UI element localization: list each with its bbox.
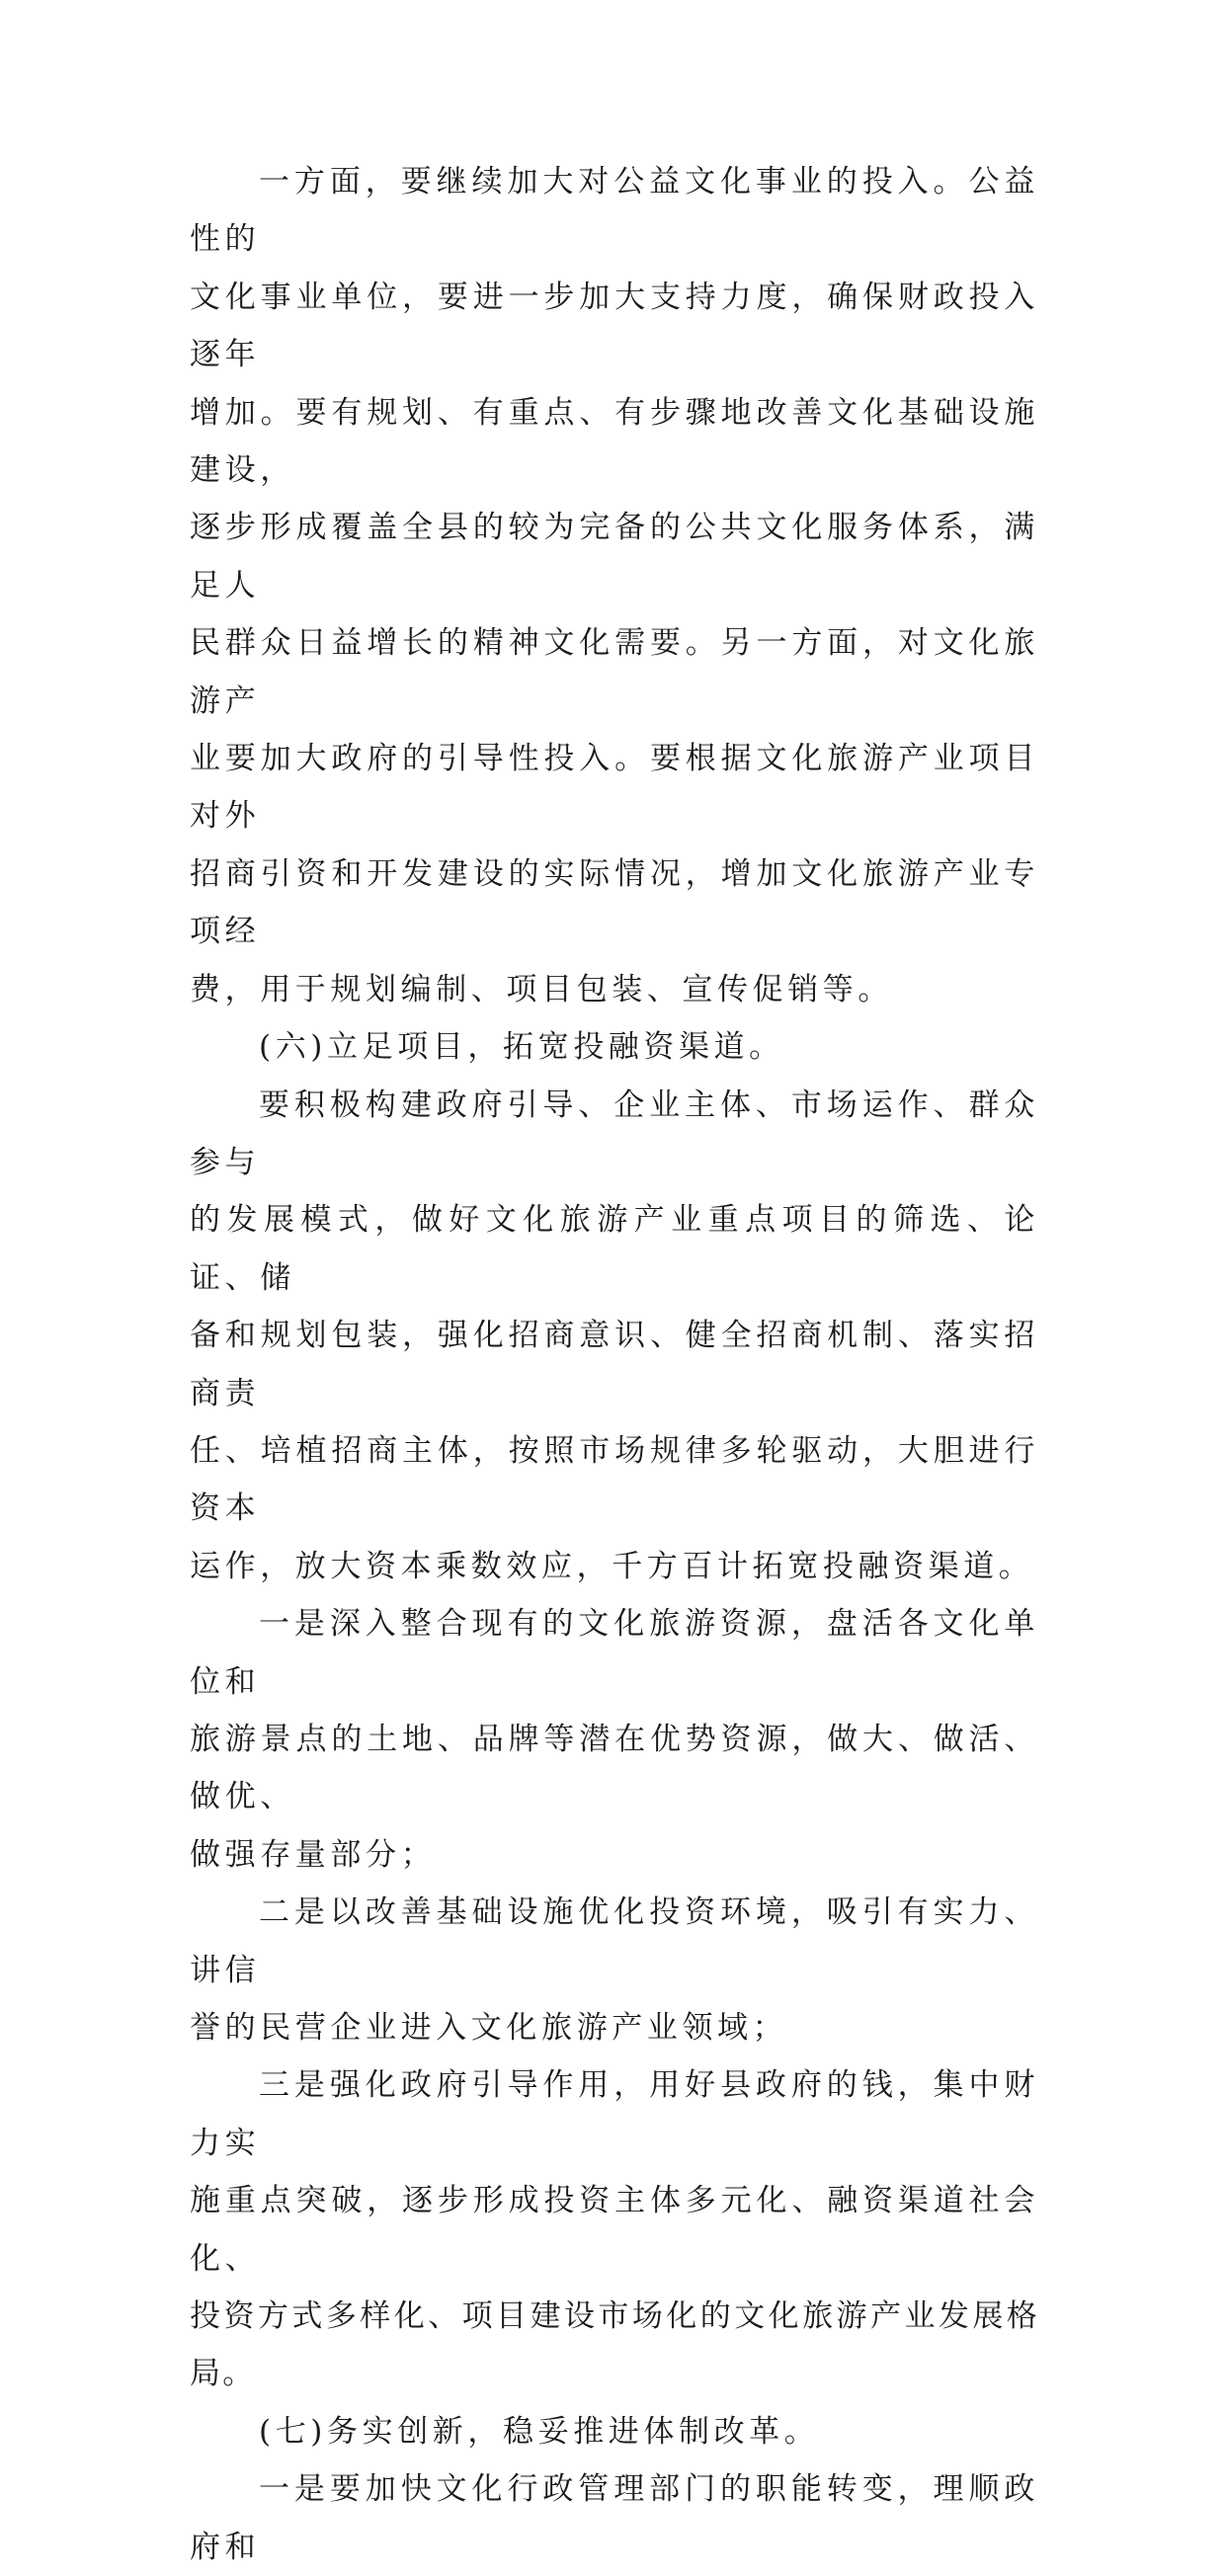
text-line: 任、培植招商主体，按照市场规律多轮驱动，大胆进行资本: [190, 1432, 1039, 1527]
section-heading-six: [190, 1018, 1039, 1076]
text-line: (六)立足项目，拓宽投融资渠道。: [259, 1029, 784, 1066]
text-line: 文化事业单位，要进一步加大支持力度，确保财政投入逐年: [190, 279, 1039, 373]
text-line: 备和规划包装，强化招商意识、健全招商机制、落实招商责: [190, 1318, 1039, 1411]
text-line: (七)务实创新，稳妥推进体制改革。: [259, 2413, 820, 2450]
text-line: 要积极构建政府引导、企业主体、市场运作、群众参与: [190, 1087, 1039, 1180]
text-line: 一是要加快文化行政管理部门的职能转变，理顺政府和: [190, 2471, 1039, 2565]
text-line: 运作，放大资本乘数效应，千方百计拓宽投融资渠道。: [190, 1548, 1034, 1584]
paragraph-public-investment: [190, 153, 1039, 1018]
text-line: 二是以改善基础设施优化投资环境，吸引有实力、讲信: [190, 1894, 1039, 1988]
text-line: 业要加大政府的引导性投入。要根据文化旅游产业项目对外: [190, 741, 1039, 835]
text-line: 费，用于规划编制、项目包装、宣传促销等。: [190, 971, 893, 1007]
text-line: 招商引资和开发建设的实际情况，增加文化旅游产业专项经: [190, 855, 1039, 950]
text-line: 的发展模式，做好文化旅游产业重点项目的筛选、论证、储: [190, 1202, 1039, 1296]
text-line: 做强存量部分；: [190, 1836, 437, 1873]
paragraph-point-one: [190, 1595, 1039, 1884]
paragraph-reform-point-one: [190, 2460, 1039, 2576]
text-line: 增加。要有规划、有重点、有步骤地改善文化基础设施建设，: [190, 394, 1039, 489]
text-line: 民群众日益增长的精神文化需要。另一方面，对文化旅游产: [190, 625, 1039, 719]
text-line: 施重点突破，逐步形成投资主体多元化、融资渠道社会化、: [190, 2183, 1039, 2277]
paragraph-point-three: [190, 2056, 1039, 2402]
paragraph-development-model: [190, 1077, 1039, 1596]
text-line: 投资方式多样化、项目建设市场化的文化旅游产业发展格局。: [190, 2298, 1039, 2392]
text-line: 誉的民营企业进入文化旅游产业领域；: [190, 2010, 788, 2046]
document-body: [190, 153, 1039, 2576]
text-line: 旅游景点的土地、品牌等潜在优势资源，做大、做活、做优、: [190, 1721, 1039, 1815]
text-line: 一是深入整合现有的文化旅游资源，盘活各文化单位和: [190, 1606, 1039, 1700]
section-heading-seven: [190, 2403, 1039, 2460]
text-line: 一方面，要继续加大对公益文化事业的投入。公益性的: [190, 164, 1039, 258]
paragraph-point-two: [190, 1884, 1039, 2056]
text-line: 三是强化政府引导作用，用好县政府的钱，集中财力实: [190, 2067, 1039, 2161]
text-line: 逐步形成覆盖全县的较为完备的公共文化服务体系，满足人: [190, 510, 1039, 604]
